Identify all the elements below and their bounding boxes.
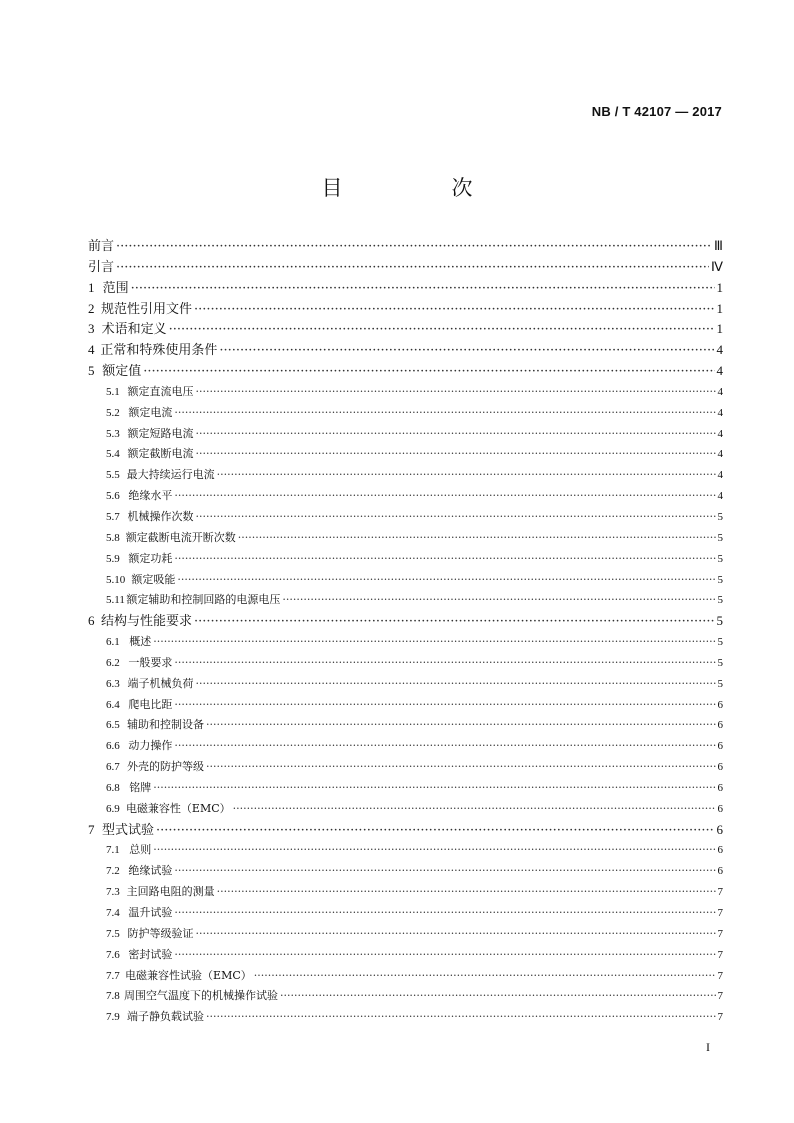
toc-entry[interactable] [88,590,723,611]
toc-entry-number: 5.3 [106,427,120,440]
dot-leader [174,549,715,570]
dot-leader [195,507,715,528]
toc-entry-label: 型式试验 [101,822,154,838]
toc-entry-number: 5.7 [106,510,120,523]
toc-entry[interactable] [88,1007,723,1028]
toc-entry[interactable] [88,986,723,1007]
dot-leader [153,632,715,653]
toc-entry[interactable] [88,611,723,632]
toc-entry[interactable] [88,278,723,299]
standard-code: NB / T 42107 — 2017 [591,104,722,119]
toc-entry-page: 6 [717,719,723,732]
dot-leader [153,778,715,799]
toc-entry-number: 7.1 [106,844,120,857]
toc-entry[interactable] [88,757,723,778]
dot-leader [174,903,715,924]
dot-leader [195,924,715,945]
toc-entry-label: 最大持续运行电流 [126,468,215,482]
toc-entry-label: 外壳的防护等级 [127,760,205,774]
toc-entry-page: 7 [717,1011,723,1024]
toc-entry-page: 7 [717,969,723,982]
dot-leader [174,945,715,966]
toc-entry-number: 1 [88,279,95,295]
toc-list [88,236,723,1028]
toc-entry-page: 1 [716,321,723,337]
toc-entry-label: 辅助和控制设备 [127,718,205,732]
toc-entry-number: 6.5 [106,719,120,732]
toc-entry-page: 7 [717,886,723,899]
dot-leader [174,653,715,674]
toc-entry-label: 规范性引用文件 [100,301,192,317]
dot-leader [174,736,715,757]
dot-leader [177,570,715,591]
toc-entry[interactable] [88,882,723,903]
toc-entry-label: 总则 [129,843,152,857]
toc-entry-number: 5 [88,363,95,379]
toc-entry[interactable] [88,924,723,945]
toc-entry-label: 额定直流电压 [127,384,194,398]
dot-leader [174,861,715,882]
toc-entry-page: 4 [716,342,723,358]
dot-leader [206,1007,715,1028]
dot-leader [169,320,715,341]
toc-entry-label: 主回路电阻的测量 [126,885,215,899]
toc-entry-label: 电磁兼容性试验（EMC） [125,968,252,982]
toc-entry[interactable] [88,236,723,257]
toc-entry[interactable] [88,861,723,882]
toc-entry-label: 额定功耗 [128,551,173,565]
toc-entry-number: 3 [88,321,95,337]
toc-entry-label: 动力操作 [128,739,173,753]
toc-entry[interactable] [88,715,723,736]
dot-leader [233,799,716,820]
toc-entry[interactable] [88,361,723,382]
page-number: I [706,1040,710,1054]
toc-entry[interactable] [88,840,723,861]
toc-entry-page: 6 [717,698,723,711]
toc-entry-page: 4 [717,469,723,482]
toc-entry-label: 铭牌 [129,780,152,794]
dot-leader [195,674,715,695]
toc-entry-page: 6 [717,761,723,774]
toc-entry[interactable] [88,444,723,465]
toc-entry-page: 4 [717,490,723,503]
toc-entry-label: 爬电比距 [128,697,173,711]
dot-leader [194,612,715,633]
toc-entry[interactable] [88,653,723,674]
toc-entry[interactable] [88,319,723,340]
toc-entry-page: 5 [716,613,723,629]
dot-leader [131,279,715,300]
toc-entry[interactable] [88,403,723,424]
toc-entry-label: 引言 [88,259,115,275]
toc-entry[interactable] [88,966,723,987]
dot-leader [217,465,716,486]
toc-title: 目 次 [321,176,517,200]
toc-entry-number: 5.2 [106,406,120,419]
toc-entry[interactable] [88,736,723,757]
toc-entry-number: 6.3 [106,677,120,690]
toc-entry-page: 7 [717,990,723,1003]
toc-entry-number: 6.7 [106,761,120,774]
toc-entry-label: 额定吸能 [131,572,176,586]
toc-entry-label: 结构与性能要求 [100,614,192,630]
toc-entry[interactable] [88,903,723,924]
dot-leader [217,882,716,903]
toc-entry-label: 一般要求 [128,655,173,669]
toc-entry-label: 额定截断电流 [127,447,194,461]
toc-entry[interactable] [88,486,723,507]
toc-entry-number: 7.8 [106,990,120,1003]
toc-entry-page: 6 [717,802,723,815]
toc-entry-label: 额定值 [102,364,142,380]
toc-entry-page: 1 [716,279,723,295]
toc-entry[interactable] [88,382,723,403]
toc-entry[interactable] [88,778,723,799]
toc-entry-page: 7 [717,948,723,961]
dot-leader [238,528,716,549]
toc-entry-number: 4 [88,342,95,358]
toc-entry-label: 电磁兼容性（EMC） [125,801,231,815]
toc-entry-page: 4 [717,406,723,419]
dot-leader [254,966,716,987]
toc-entry[interactable] [88,570,723,591]
toc-entry[interactable] [88,799,723,820]
dot-leader [156,821,715,842]
toc-entry-page: 5 [717,594,723,607]
toc-entry[interactable] [88,257,723,278]
toc-entry-page: 6 [717,740,723,753]
toc-entry-number: 5.8 [106,531,120,544]
toc-entry[interactable] [88,528,723,549]
toc-entry-number: 5.10 [106,573,126,586]
toc-entry-number: 6.4 [106,698,120,711]
toc-entry-page: 4 [717,385,723,398]
toc-entry-number: 6.2 [106,656,120,669]
dot-leader [195,444,715,465]
toc-entry-label: 机械操作次数 [127,509,194,523]
toc-entry-number: 6.6 [106,740,120,753]
toc-entry-label: 绝缘水平 [128,489,173,503]
toc-entry-page: 5 [717,636,723,649]
toc-entry-number: 5.6 [106,490,120,503]
dot-leader [174,403,715,424]
toc-entry-label: 端子机械负荷 [127,676,194,690]
toc-entry-page: 5 [717,573,723,586]
toc-entry-label: 额定辅助和控制回路的电源电压 [126,593,281,607]
toc-entry-label: 密封试验 [128,947,173,961]
dot-leader [116,237,712,258]
toc-entry-number: 5.9 [106,552,120,565]
toc-entry-page: Ⅳ [711,258,723,274]
toc-entry-page: Ⅲ [714,238,723,253]
toc-entry-number: 7.2 [106,865,120,878]
toc-entry[interactable] [88,695,723,716]
toc-entry-number: 7.9 [106,1011,120,1024]
toc-entry-number: 7.4 [106,907,120,919]
toc-entry-number: 7 [88,821,95,837]
toc-entry-number: 7.6 [106,948,120,961]
toc-entry-page: 4 [717,427,723,440]
toc-entry-label: 额定截断电流开断次数 [125,530,236,544]
toc-entry-page: 5 [717,510,723,523]
dot-leader [153,840,715,861]
toc-entry-label: 绝缘试验 [128,864,173,878]
toc-entry[interactable] [88,507,723,528]
toc-entry-page: 7 [717,907,723,919]
toc-entry-page: 5 [717,677,723,690]
dot-leader [219,341,714,362]
toc-entry-page: 5 [717,552,723,565]
toc-entry-page: 7 [717,927,723,940]
toc-entry-number: 6.9 [106,802,120,815]
toc-entry-page: 6 [717,865,723,878]
toc-entry-number: 6 [88,613,95,629]
dot-leader [174,695,715,716]
toc-entry-label: 额定短路电流 [127,426,194,440]
dot-leader [206,757,715,778]
toc-entry-page: 4 [717,448,723,461]
dot-leader [282,590,715,611]
toc-entry-number: 2 [88,300,95,316]
toc-entry-label: 防护等级验证 [127,926,194,940]
toc-entry-page: 5 [717,656,723,669]
toc-entry[interactable] [88,549,723,570]
toc-entry-page: 6 [717,781,723,794]
toc-entry-label: 额定电流 [128,405,173,419]
toc-entry-label: 端子静负载试验 [127,1010,205,1024]
toc-entry-label: 范围 [102,280,129,296]
toc-entry-label: 温升试验 [128,906,173,919]
dot-leader [195,382,715,403]
dot-leader [116,258,709,279]
toc-entry-number: 5.5 [106,469,120,482]
toc-entry[interactable] [88,299,723,320]
toc-entry-number: 5.11 [106,594,125,607]
toc-entry-label: 正常和特殊使用条件 [100,343,218,359]
toc-entry[interactable] [88,945,723,966]
dot-leader [206,715,715,736]
toc-entry-page: 6 [716,821,723,837]
toc-entry-number: 5.1 [106,385,120,398]
dot-leader [143,362,714,383]
toc-entry-number: 7.3 [106,886,120,899]
toc-entry-page: 4 [716,363,723,379]
toc-entry-number: 6.8 [106,781,120,794]
toc-entry-label: 术语和定义 [101,322,167,338]
toc-entry[interactable] [88,820,723,841]
dot-leader [174,486,715,507]
toc-entry[interactable] [88,424,723,445]
toc-entry[interactable] [88,674,723,695]
toc-entry-label: 概述 [129,635,152,649]
toc-entry-label: 周围空气温度下的机械操作试验 [123,989,278,1003]
toc-entry[interactable] [88,632,723,653]
toc-entry-label: 前言 [88,239,115,254]
dot-leader [195,424,715,445]
toc-entry-number: 5.4 [106,448,120,461]
toc-entry-number: 7.5 [106,927,120,940]
toc-entry[interactable] [88,340,723,361]
toc-entry-page: 1 [716,300,723,316]
dot-leader [280,986,716,1007]
toc-entry-page: 6 [717,844,723,857]
toc-entry-number: 6.1 [106,636,120,649]
toc-entry[interactable] [88,465,723,486]
toc-entry-page: 5 [717,531,723,544]
toc-entry-number: 7.7 [106,969,120,982]
dot-leader [194,300,715,321]
